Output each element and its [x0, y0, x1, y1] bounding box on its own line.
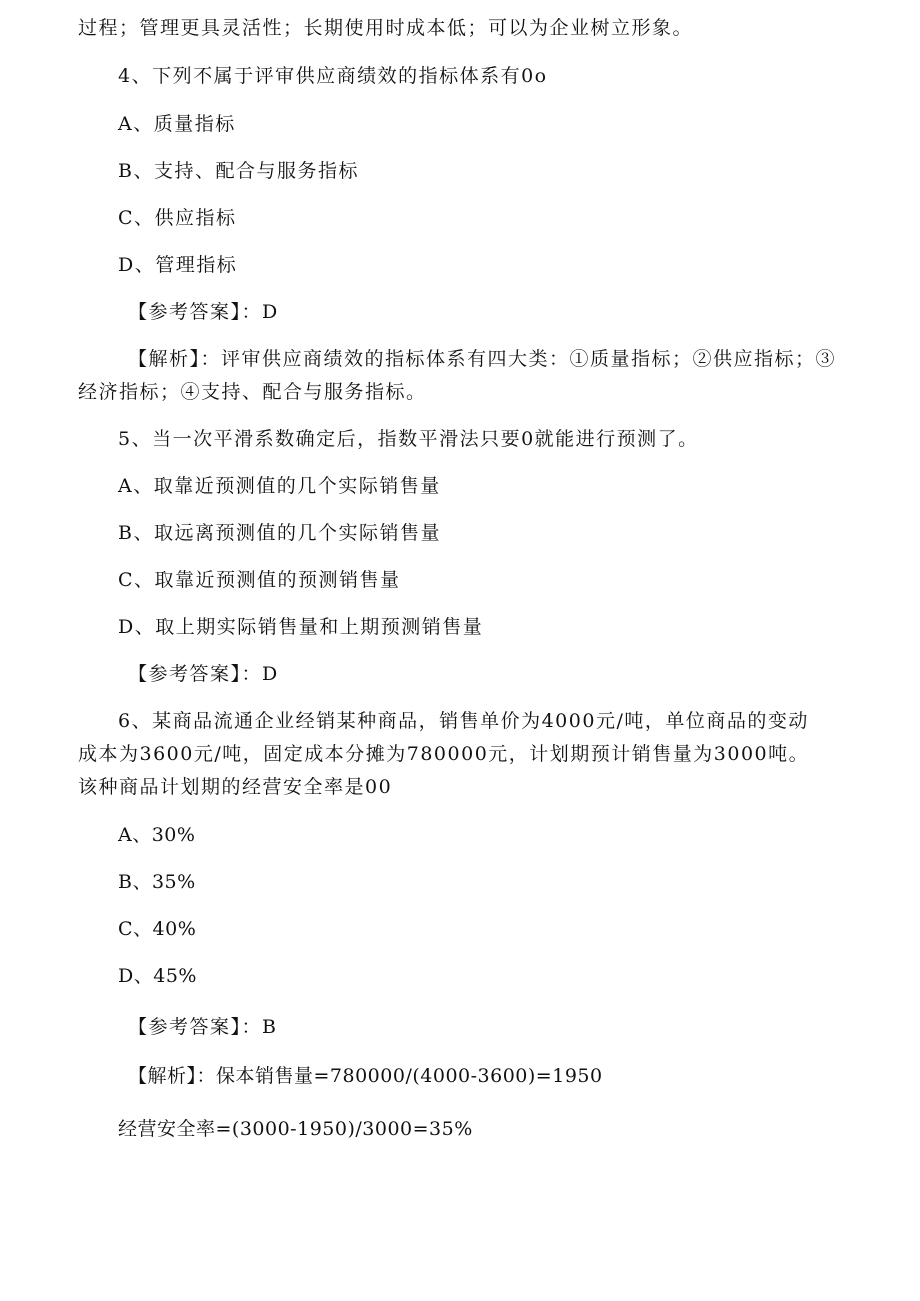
question-6-stem-line3: 该种商品计划期的经营安全率是00 [78, 776, 393, 798]
question-4-option-d: D、管理指标 [118, 254, 238, 276]
question-6-analysis-line2: 经营安全率=(3000-1950)/3000=35% [118, 1118, 473, 1140]
question-5-answer: 【参考答案】：D [128, 663, 279, 685]
question-6-option-a: A、30% [118, 824, 196, 846]
question-6-stem-line1: 6、某商品流通企业经销某种商品，销售单价为4000元/吨，单位商品的变动 [118, 710, 809, 732]
question-6-option-c: C、40% [118, 918, 197, 940]
question-6-answer: 【参考答案】：B [128, 1016, 278, 1038]
question-6-option-d: D、45% [118, 965, 197, 987]
question-5-option-d: D、取上期实际销售量和上期预测销售量 [118, 616, 484, 638]
question-4-answer: 【参考答案】：D [128, 301, 279, 323]
question-6-option-b: B、35% [118, 871, 196, 893]
intro-continuation: 过程；管理更具灵活性；长期使用时成本低；可以为企业树立形象。 [78, 17, 694, 39]
question-4-analysis-line1: 【解析】：评审供应商绩效的指标体系有四大类：①质量指标；②供应指标；③ [128, 348, 837, 370]
question-6-analysis-line1: 【解析】：保本销售量=780000/(4000-3600)=1950 [128, 1065, 603, 1087]
question-6-stem-line2: 成本为3600元/吨，固定成本分摊为780000元，计划期预计销售量为3000吨。 [78, 743, 810, 765]
question-4-stem: 4、下列不属于评审供应商绩效的指标体系有0o [118, 65, 548, 87]
question-4-option-b: B、支持、配合与服务指标 [118, 160, 359, 182]
question-5-stem: 5、当一次平滑系数确定后，指数平滑法只要0就能进行预测了。 [118, 428, 699, 450]
question-5-option-a: A、取靠近预测值的几个实际销售量 [118, 475, 441, 497]
question-5-option-b: B、取远离预测值的几个实际销售量 [118, 522, 441, 544]
question-4-option-c: C、供应指标 [118, 207, 237, 229]
question-4-analysis-line2: 经济指标；④支持、配合与服务指标。 [78, 381, 427, 403]
question-4-option-a: A、质量指标 [118, 113, 236, 135]
question-5-option-c: C、取靠近预测值的预测销售量 [118, 569, 401, 591]
